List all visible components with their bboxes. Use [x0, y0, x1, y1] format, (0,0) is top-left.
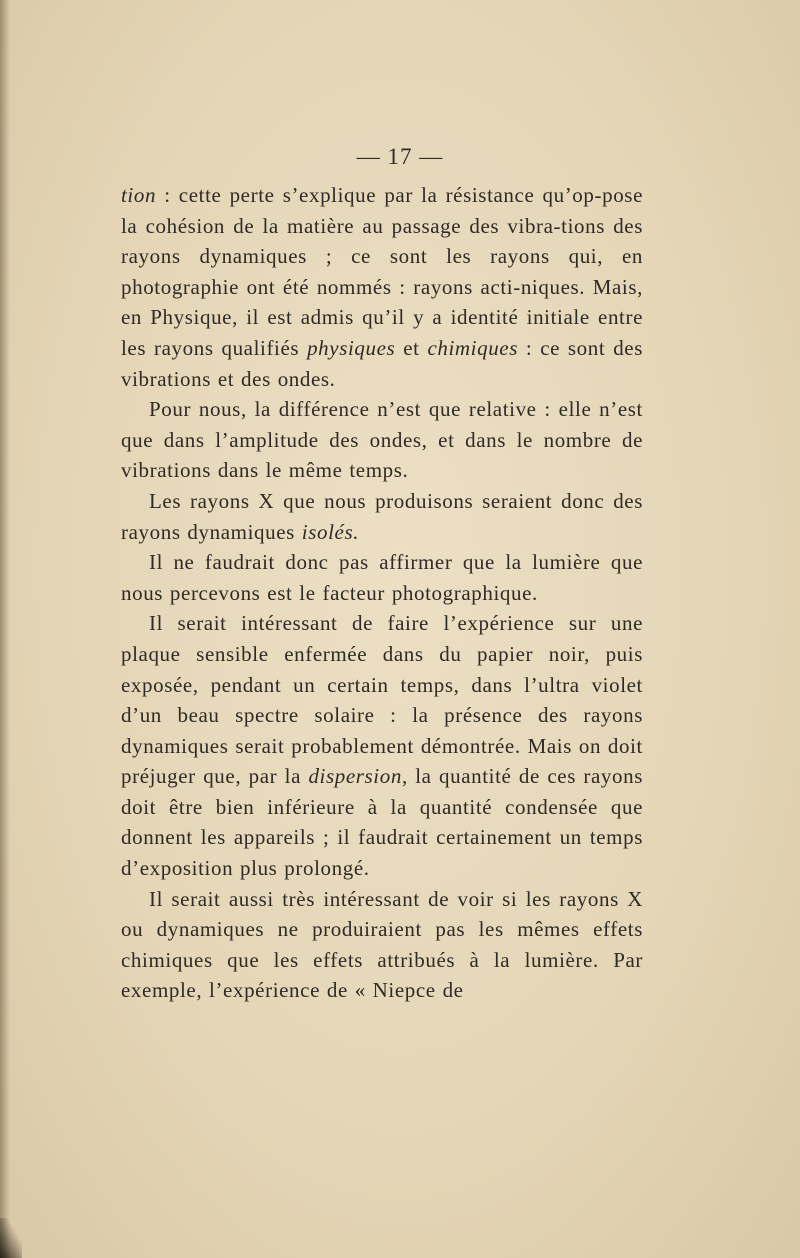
text-segment: , la quantité de ces rayons doit être bien inférieure à la quantité condensée que donnent les appareils ; il faudrait certainement un temps d’exposition plus prolongé.: [121, 764, 643, 881]
page-edge-shadow: [0, 0, 10, 1258]
text-segment: Il serait intéressant de faire l’expérience sur une plaque sensible enfermée dans du papier noir, puis exposée, pendant un certain temps, dans l’ultra violet d’un beau spectre solaire : la présence des rayons dynamiques serait probablement démontrée. Mais on doit préjuger que, par la: [121, 611, 643, 789]
text-segment-italic: tion: [121, 183, 157, 207]
paragraph: [121, 608, 643, 883]
text-segment-italic: isolés.: [301, 519, 360, 544]
text-segment-italic: chimiques: [427, 335, 518, 360]
body-text: [121, 180, 643, 1006]
paragraph: [121, 180, 643, 394]
paragraph: [121, 884, 643, 1006]
page-number: — 17 —: [356, 144, 444, 169]
text-segment: et: [395, 335, 428, 360]
paragraph: [121, 394, 643, 486]
text-segment-italic: physiques: [307, 335, 396, 360]
paragraph: [121, 486, 643, 547]
text-segment: Il ne faudrait donc pas affirmer que la lumière que nous percevons est le facteur photographique.: [121, 550, 643, 605]
text-segment: Il serait aussi très intéressant de voir si les rayons X ou dynamiques ne produiraient pas les mêmes effets chimiques que les effets attribués à la lumière. Par exemple, l’expérience de « Niepce de: [121, 886, 643, 1003]
text-segment: Les rayons X que nous produisons seraient donc des rayons dynamiques: [121, 488, 643, 544]
text-segment-italic: dispersion: [308, 764, 402, 789]
text-segment: : cette perte s’explique par la résistance qu’op-pose la cohésion de la matière au passage des vibra-tions des rayons dynamiques ; ce sont les rayons qui, en photographie ont été nommés : rayons acti-niques. Mais, en Physique, il est admis qu’il y a identité initiale entre les rayons qualifiés: [121, 183, 643, 360]
text-segment: Pour nous, la différence n’est que relative : elle n’est que dans l’amplitude des ondes, et dans le nombre de vibrations dans le même temps.: [121, 397, 643, 483]
text-segment: : ce sont des vibrations et des ondes.: [121, 335, 643, 391]
page-corner-shadow: [0, 1218, 22, 1258]
paragraph: [121, 547, 643, 608]
